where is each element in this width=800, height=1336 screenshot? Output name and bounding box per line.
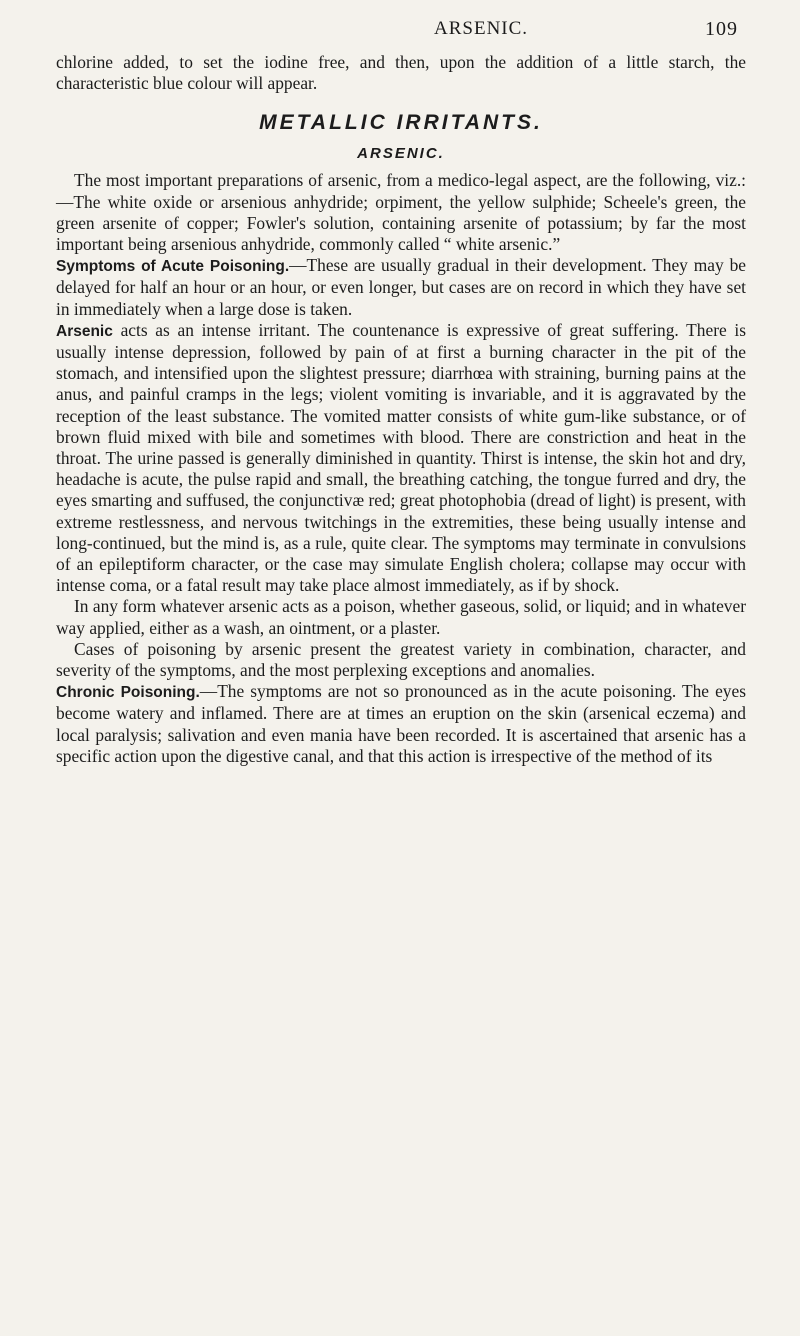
acute-poisoning-text: —These are usually gradual in their development. They may be delayed for half an hour or an hour, or even longer, but cases are on record in which they have set in immediately when a large dose is taken. bbox=[56, 255, 746, 319]
book-page bbox=[56, 18, 746, 767]
chronic-poisoning-heading: Chronic Poisoning. bbox=[56, 684, 200, 702]
intro-paragraph: The most important preparations of arsenic, from a medico-legal aspect, are the following, viz.:—The white oxide or arsenious anhydride; orpiment, the yellow sulphide; Scheele's green, the green arsenite of copper; Fowler's solution, containing arsenite of potassium; by far the most important being arsenious anhydride, commonly called “ white arsenic.” bbox=[56, 170, 746, 255]
acute-poisoning-heading: Symptoms of Acute Poisoning. bbox=[56, 258, 290, 276]
running-head bbox=[56, 18, 746, 52]
page-number: 109 bbox=[705, 18, 738, 40]
opening-paragraph: chlorine added, to set the iodine free, and then, upon the addition of a little starch, the characteristic blue colour will appear. bbox=[56, 52, 746, 94]
irritant-heading: Arsenic bbox=[56, 322, 113, 340]
section-title: METALLIC IRRITANTS. bbox=[259, 111, 543, 135]
forms-paragraph: In any form whatever arsenic acts as a poison, whether gaseous, solid, or liquid; and in whatever way applied, either as a wash, an ointment, or a plaster. bbox=[56, 596, 746, 638]
running-head-title: ARSENIC. bbox=[434, 18, 529, 39]
acute-poisoning-paragraph bbox=[56, 255, 746, 320]
irritant-text: acts as an intense irritant. The countenance is expressive of great suffering. There is usually intense depression, followed by pain of at first a burning character in the pit of the stomach, and intensified upon the slightest pressure; diarrhœa with straining, burning pains at the anus, and painful cramps in the legs; violent vomiting is invariable, and it is aggravated by the reception of the least substance. The vomited matter consists of white gum-like substance, or of brown fluid mixed with bile and sometimes with blood. There are constriction and heat in the throat. The urine passed is generally diminished in quantity. Thirst is intense, the skin hot and dry, headache is acute, the pulse rapid and small, the breathing catching, the tongue furred and dry, the eyes smarting and suffused, the conjunctivæ red; great photophobia (dread of light) is present, with extreme restlessness, and nervous twitchings in the extremities, these being usually intense and long-continued, but the mind is, as a rule, quite clear. The symptoms may terminate in convulsions of an epileptiform character, or the case may simulate English cholera; collapse may occur with intense coma, or a fatal result may take place almost immediately, as if by shock. bbox=[56, 319, 746, 596]
cases-paragraph: Cases of poisoning by arsenic present the greatest variety in combination, character, and severity of the symptoms, and the most perplexing exceptions and anomalies. bbox=[56, 638, 746, 681]
chronic-poisoning-text: —The symptoms are not so pronounced as in the acute poisoning. The eyes become watery and inflamed. There are at times an eruption on the skin (arsenical eczema) and local paralysis; salivation and even mania have been recorded. It is ascertained that arsenic has a specific action upon the digestive canal, and that this action is irrespective of the method of its bbox=[56, 681, 746, 766]
subsection-title: ARSENIC. bbox=[357, 145, 445, 163]
chronic-poisoning-paragraph bbox=[56, 681, 746, 767]
irritant-paragraph bbox=[56, 320, 746, 597]
